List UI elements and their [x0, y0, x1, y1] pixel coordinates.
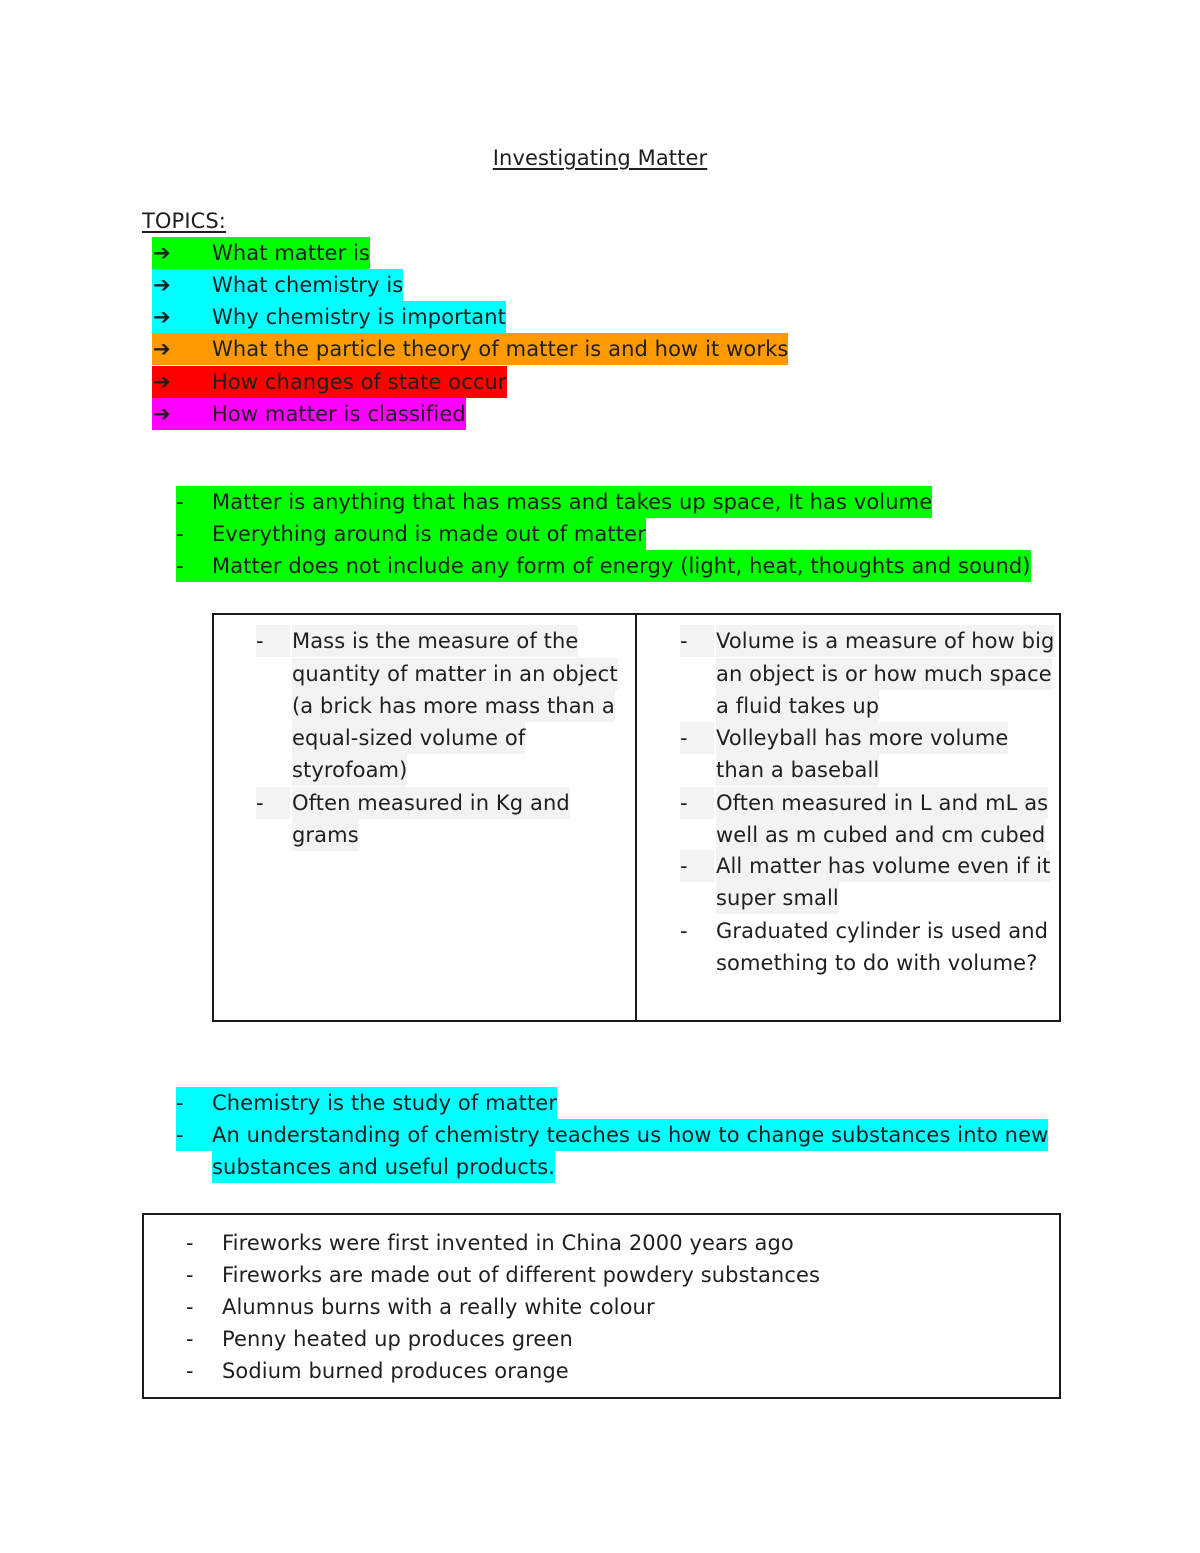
list-item-continuation: substances and useful products. — [212, 1151, 555, 1183]
arrow-icon: ➔ — [153, 305, 171, 329]
list-item: - Everything around is made out of matter — [176, 518, 646, 550]
arrow-icon: ➔ — [153, 273, 171, 297]
list-item: - Matter does not include any form of energy (light, heat, thoughts and sound) — [176, 550, 1031, 582]
topic-item: ➔ What matter is — [152, 237, 370, 269]
list-item: - Matter is anything that has mass and takes up space, It has volume — [176, 486, 932, 518]
topic-item: ➔ What the particle theory of matter is and how it works — [152, 333, 788, 365]
list-item: - Fireworks are made out of different powdery substances — [186, 1263, 821, 1287]
topic-item: ➔ What chemistry is — [152, 269, 403, 301]
list-item: - Chemistry is the study of matter — [176, 1087, 557, 1119]
arrow-icon: ➔ — [153, 370, 171, 394]
list-item: - Sodium burned produces orange — [186, 1359, 569, 1383]
list-item: - Alumnus burns with a really white colour — [186, 1295, 655, 1319]
cell-line: - Mass is the measure of the — [256, 625, 604, 657]
page-title: Investigating Matter — [492, 146, 708, 170]
list-item: - Penny heated up produces green — [186, 1327, 573, 1351]
table-divider — [635, 613, 637, 1022]
arrow-icon: ➔ — [153, 241, 171, 265]
list-item: - Fireworks were first invented in China 2000 years ago — [186, 1231, 794, 1255]
topic-item: ➔ Why chemistry is important — [152, 301, 506, 333]
topics-label: TOPICS: — [142, 209, 226, 233]
arrow-icon: ➔ — [153, 337, 171, 361]
topic-item: ➔ How matter is classified — [152, 398, 466, 430]
topic-item: ➔ How changes of state occur — [152, 366, 507, 398]
list-item: - An understanding of chemistry teaches us how to change substances into new — [176, 1119, 1048, 1151]
arrow-icon: ➔ — [153, 402, 171, 426]
